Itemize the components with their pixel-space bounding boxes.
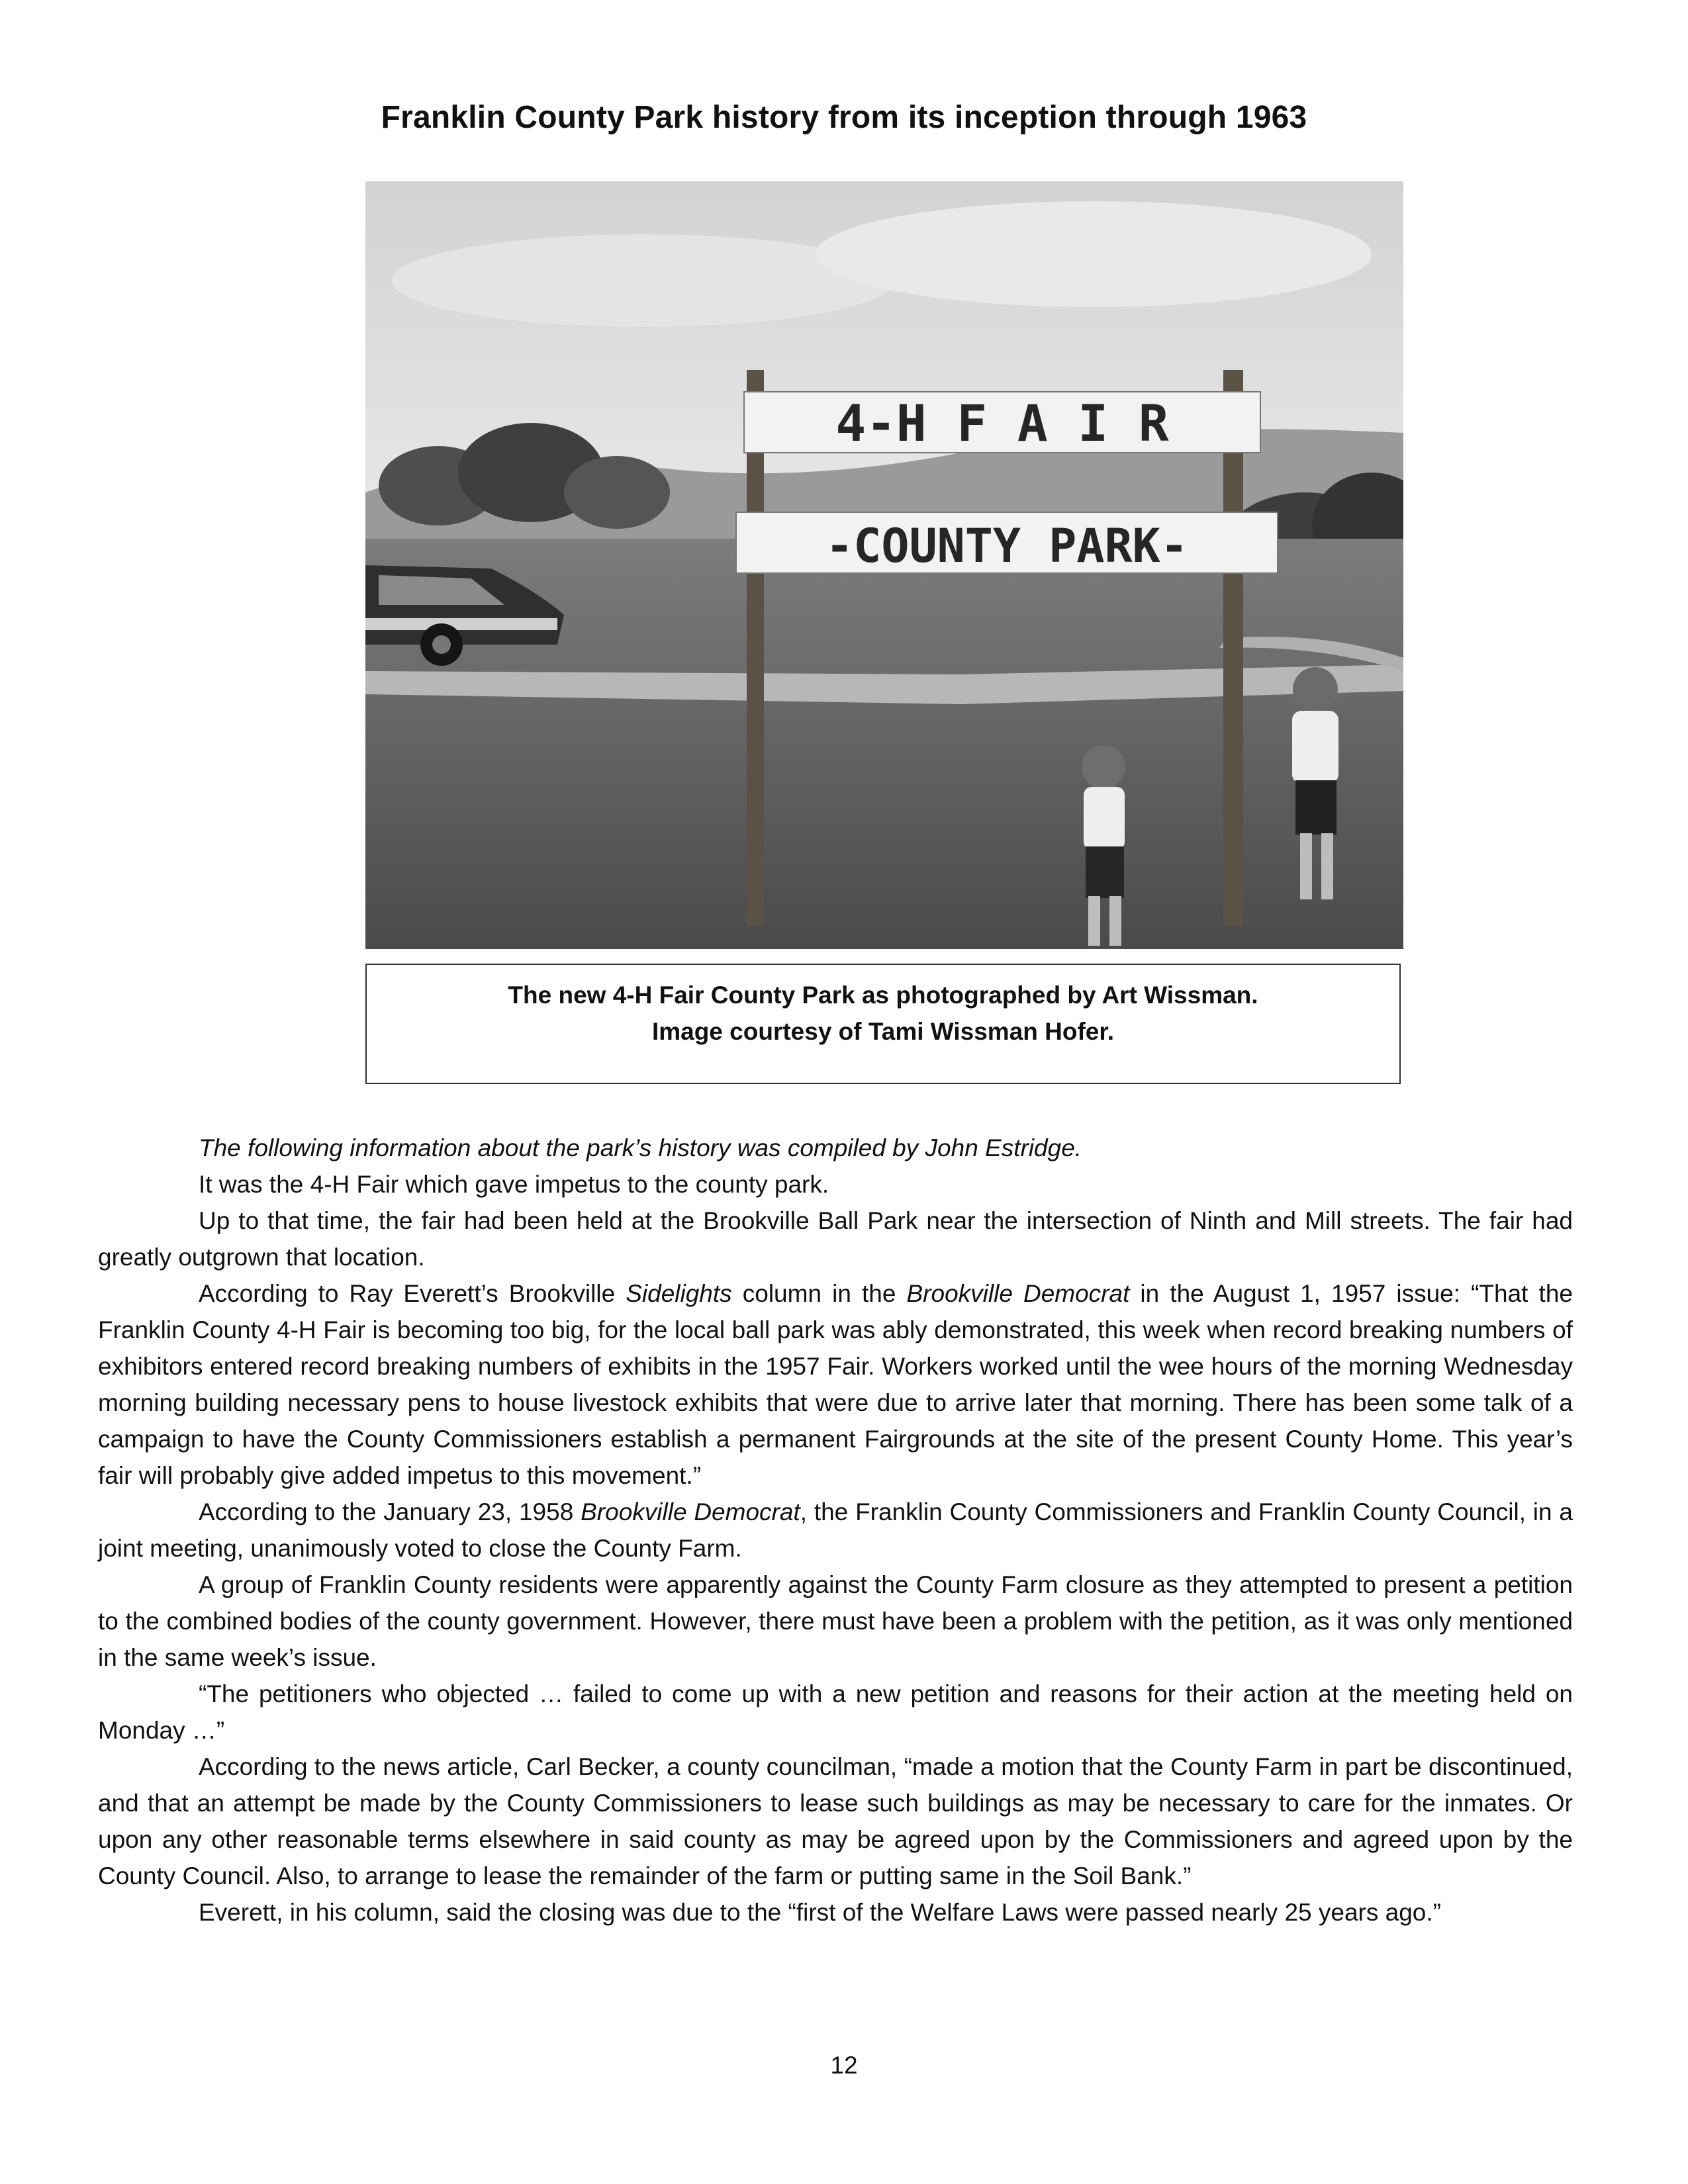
tree (564, 456, 670, 529)
paragraph: According to the news article, Carl Becker, a county councilman, “made a motion that the County Farm in part be discontinued, and that an attempt be made by the County Commissioners to lease such buildings as may be necessary to care for the inmates. Or upon any other reasonable terms elsewhere in said county as may be agreed upon by the Commissioners and agreed upon by the County Council. Also, to arrange to lease the remainder of the farm or putting same in the Soil Bank.” (98, 1753, 1573, 1889)
paragraph: “The petitioners who objected … failed to come up with a new petition and reasons for their action at the meeting held on Monday …” (98, 1680, 1573, 1744)
sign-board-top (744, 392, 1260, 453)
paragraph: Up to that time, the fair had been held at the Brookville Ball Park near the intersection of Ninth and Mill streets. The fair had greatly outgrown that location. (98, 1207, 1573, 1271)
paragraph: A group of Franklin County residents were apparently against the County Farm closure as they attempted to present a petition to the combined bodies of the county government. However, there must have been a problem with the petition, as it was only mentioned in the same week’s issue. (98, 1571, 1573, 1671)
cloud (816, 201, 1372, 307)
text-run: , the Franklin County Commissioners and Franklin County Council, in a joint meeting, unanimously voted to close the County Farm. (98, 1498, 1573, 1562)
text-run: in the August 1, 1957 issue: “That the Franklin County 4-H Fair is becoming too big, for the local ball park was ably demonstrated, this week when record breaking numbers of exhibitors entered record breaking numbers of exhibits in the 1957 Fair. Workers worked until the wee hours of the morning Wednesday morning building necessary pens to house livestock exhibits that were due to arrive later that morning. There has been some talk of a campaign to have the County Commissioners establish a permanent Fairgrounds at the site of the present County Home. This year’s fair will probably give added impetus to this movement.” (98, 1280, 1573, 1489)
photo-illustration (365, 181, 1403, 949)
page-number: 12 (830, 2052, 858, 2079)
publication-title: Brookville Democrat (581, 1498, 800, 1525)
text-run: According to Ray Everett’s Brookville (199, 1280, 626, 1307)
paragraph: Everett, in his column, said the closing was due to the “first of the Welfare Laws were passed nearly 25 years ago.” (199, 1899, 1441, 1926)
photo-caption (365, 964, 1401, 1084)
sign-text-county-park: -COUNTY PARK- (825, 519, 1188, 573)
paragraph (98, 1275, 1573, 1494)
paragraph (98, 1494, 1573, 1567)
paragraph: It was the 4-H Fair which gave impetus to the county park. (199, 1171, 829, 1198)
sign-text-fair: 4-H F A I R (835, 394, 1169, 453)
sign-board-bottom (736, 512, 1278, 573)
caption-line-2: Image courtesy of Tami Wissman Hofer. (651, 1018, 1115, 1045)
paragraph-intro (98, 1130, 1573, 1166)
text-run: column in the (731, 1280, 907, 1307)
publication-title: Sidelights (626, 1280, 732, 1307)
fair-sign-photo (365, 181, 1403, 949)
article-body (98, 1130, 1573, 1931)
caption-line-1: The new 4-H Fair County Park as photographed by Art Wissman. (508, 981, 1258, 1009)
page-title: Franklin County Park history from its inception through 1963 (381, 100, 1307, 135)
text-run: According to the January 23, 1958 (199, 1498, 581, 1525)
publication-title: Brookville Democrat (906, 1280, 1130, 1307)
intro-italic: The following information about the park’s history was compiled by John Estridge. (199, 1134, 1082, 1161)
